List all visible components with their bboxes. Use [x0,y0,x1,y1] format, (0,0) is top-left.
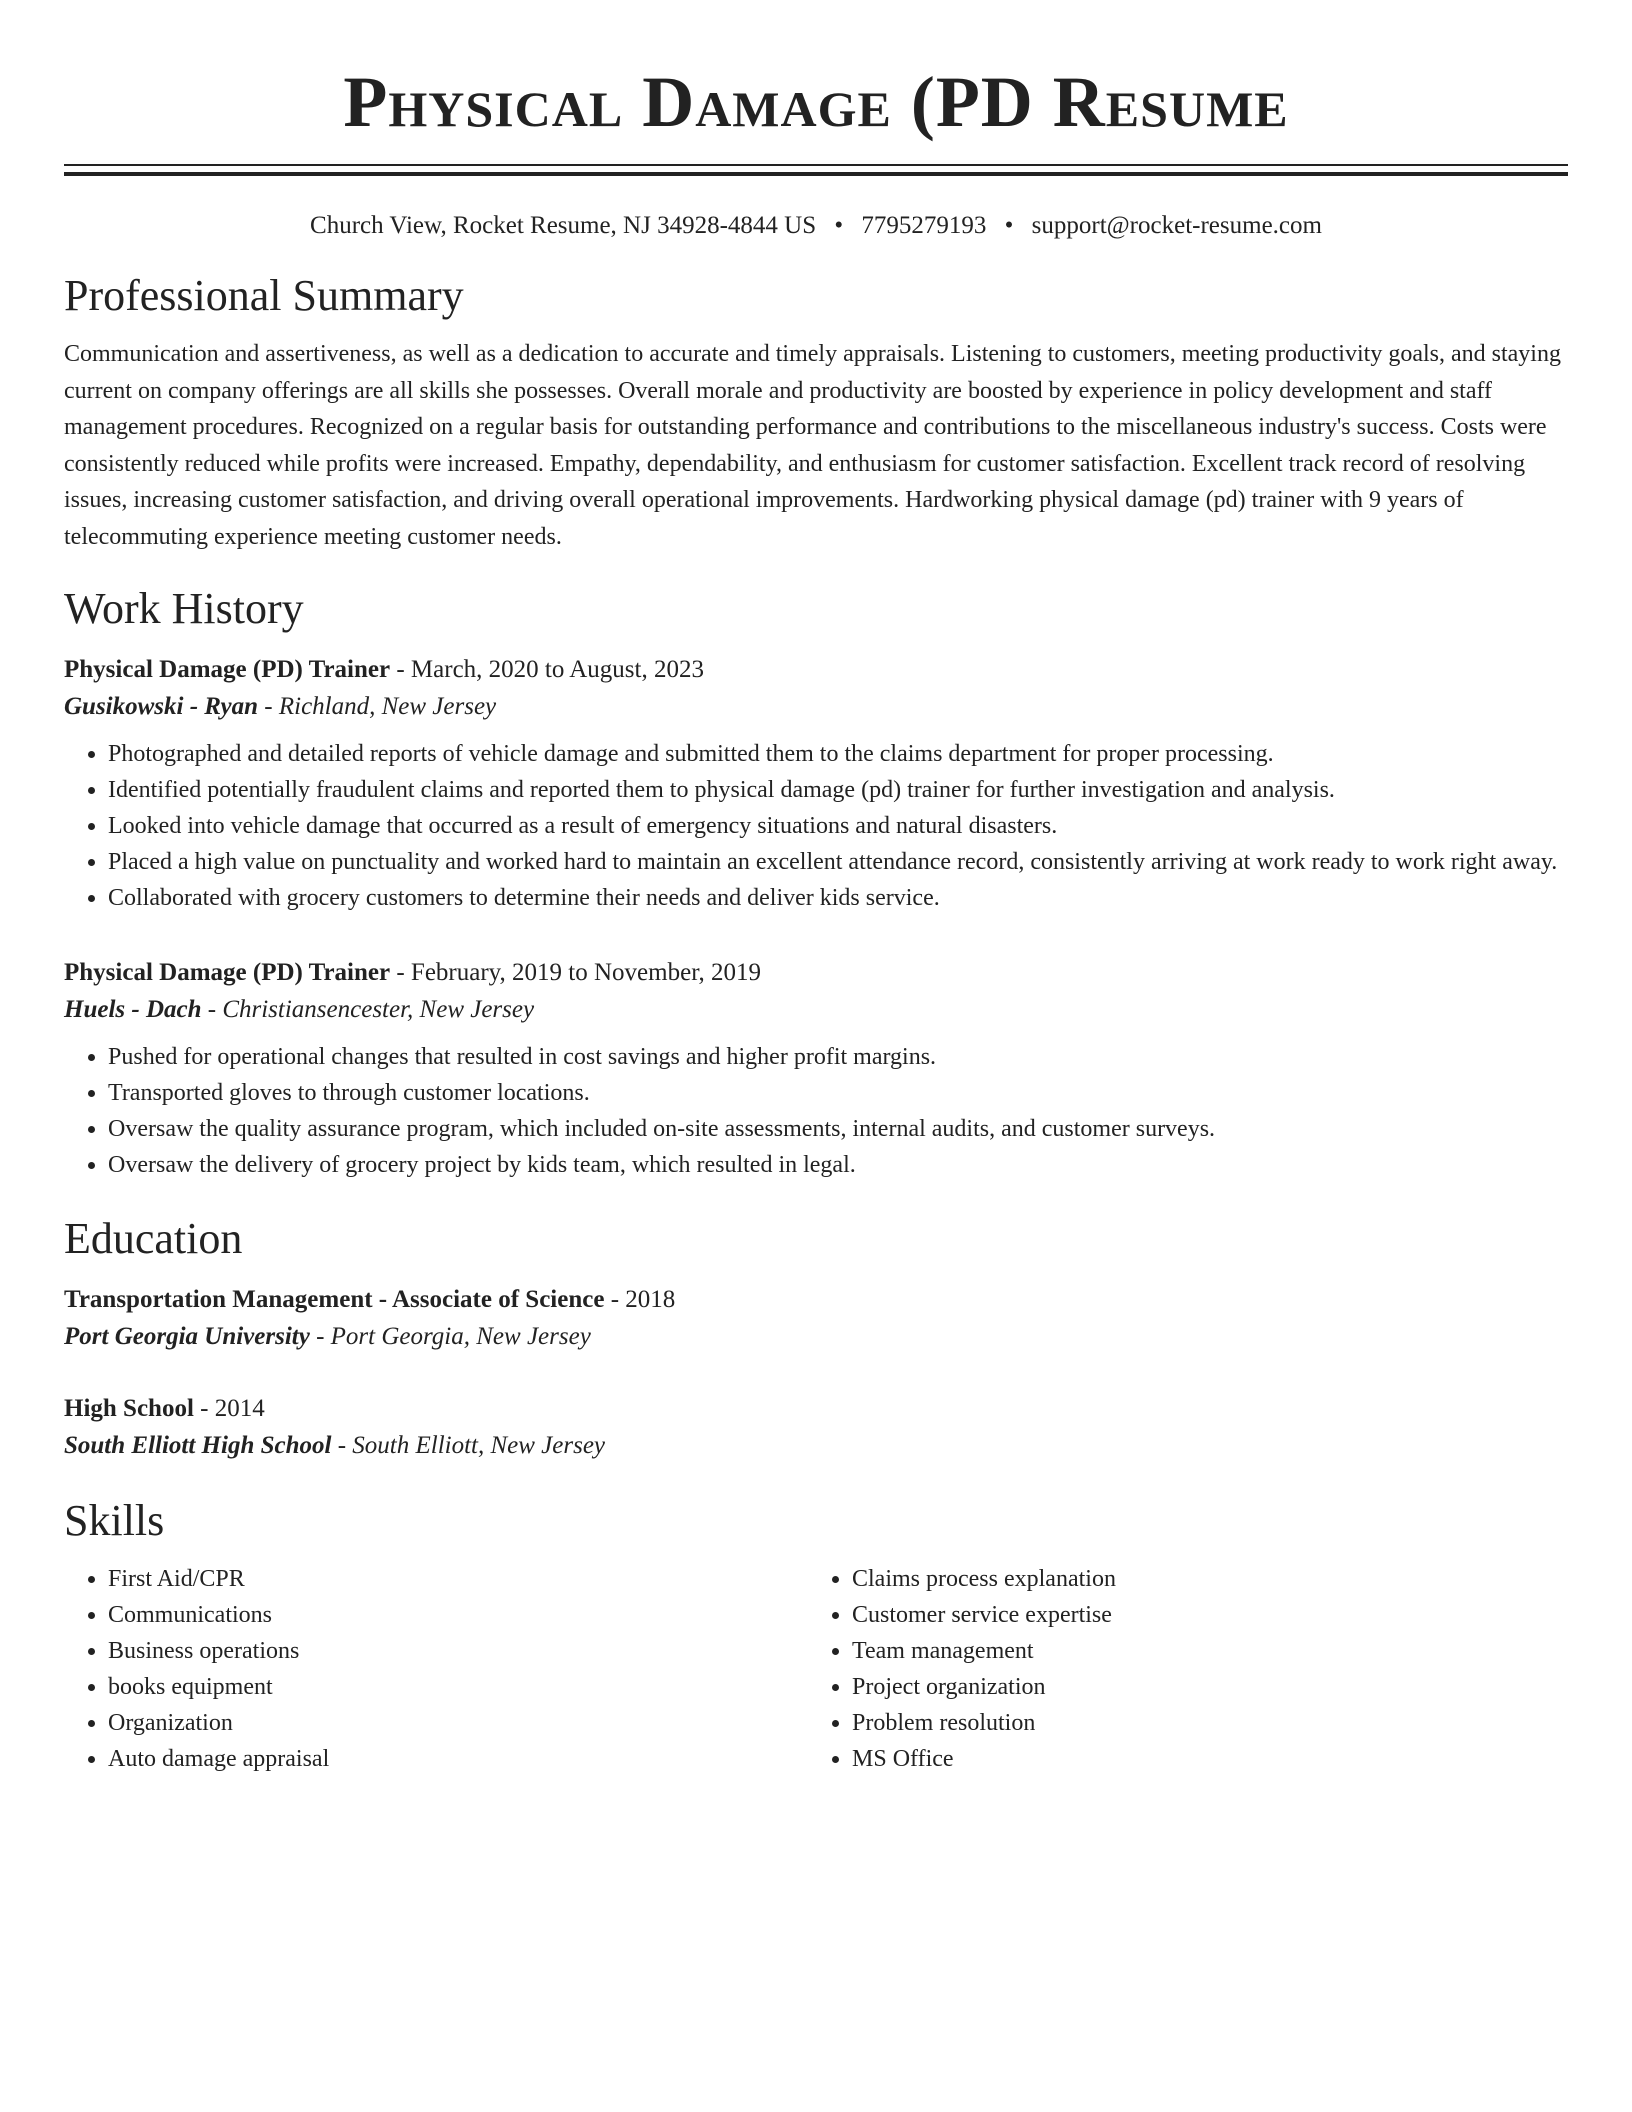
contact-phone: 7795279193 [861,212,987,239]
contact-address: Church View, Rocket Resume, NJ 34928-4844 US [310,212,817,239]
job-bullet: • Identified potentially fraudulent claims and reported them to physical damage (pd) trainer for further investigation and analysis. [108,772,1568,808]
education-school-line [64,1318,1568,1356]
education-heading: Education [64,1214,243,1263]
education-entry [64,1390,1568,1465]
job-bullet: • Looked into vehicle damage that occurred as a result of emergency situations and natural disasters. [108,808,1568,844]
education-degree-line [64,1281,1568,1318]
job-bullet: • Oversaw the quality assurance program, which included on-site assessments, internal audits, and customer surveys. [108,1111,1568,1147]
contact-separator: • [1004,212,1014,239]
contact-email: support@rocket-resume.com [1031,212,1322,239]
resume-name: Physical Damage (PD Resume [343,62,1289,142]
job-location: - Christiansencester, New Jersey [201,996,535,1023]
job-title-line [64,954,1568,991]
job-company: Gusikowski - Ryan [64,693,259,720]
header-rule-thin [64,164,1568,166]
job-role: Physical Damage (PD) Trainer [64,656,391,683]
job-company-line [64,991,1568,1029]
education-school: Port Georgia University [64,1323,310,1350]
header-rule-thick [64,172,1568,176]
skill-item: • books equipment [108,1669,808,1705]
skill-item: • Customer service expertise [852,1597,1552,1633]
contact-separator: • [834,212,844,239]
job-entry [64,651,1568,916]
skill-item: • Auto damage appraisal [108,1741,808,1777]
job-bullet: • Pushed for operational changes that resulted in cost savings and higher profit margins. [108,1039,1568,1075]
skill-item: • Business operations [108,1633,808,1669]
skills-list-right [808,1561,1552,1777]
job-dates: - March, 2020 to August, 2023 [390,656,704,683]
job-bullets [64,736,1568,916]
job-company-line [64,688,1568,726]
work-history-heading: Work History [64,584,304,633]
education-location: - South Elliott, New Jersey [331,1432,606,1459]
education-year: - 2018 [604,1286,676,1313]
skill-item: • Organization [108,1705,808,1741]
summary-text: Communication and assertiveness, as well as a dedication to accurate and timely appraisals. Listening to customers, meeting productivity goals, and staying current on company offerings are all skills she possesses. Overall morale and productivity are boosted by experience in policy development and staff management procedures. Recognized on a regular basis for outstanding performance and contributions to the miscellaneous industry's success. Costs were consistently reduced while profits were increased. Empathy, dependability, and enthusiasm for customer satisfaction. Excellent track record of resolving issues, increasing customer satisfaction, and driving overall operational improvements. Hardworking physical damage (pd) trainer with 9 years of telecommuting experience meeting customer needs. [64,341,1561,550]
skills-list-left [64,1561,808,1777]
skill-item: • First Aid/CPR [108,1561,808,1597]
job-entry [64,954,1568,1183]
skill-item: • Communications [108,1597,808,1633]
education-school-line [64,1427,1568,1465]
job-bullet: • Transported gloves to through customer locations. [108,1075,1568,1111]
education-entry [64,1281,1568,1356]
education-degree: High School [64,1395,194,1422]
skill-item: • Project organization [852,1669,1552,1705]
skill-item: • Team management [852,1633,1552,1669]
skill-item: • Problem resolution [852,1705,1552,1741]
skill-item: • MS Office [852,1741,1552,1777]
job-company: Huels - Dach [64,996,202,1023]
education-location: - Port Georgia, New Jersey [309,1323,591,1350]
job-bullet: • Oversaw the delivery of grocery project by kids team, which resulted in legal. [108,1147,1568,1183]
job-role: Physical Damage (PD) Trainer [64,959,391,986]
skills-columns [64,1561,1568,1777]
summary-heading: Professional Summary [64,271,464,320]
education-degree-line [64,1390,1568,1427]
job-dates: - February, 2019 to November, 2019 [390,959,762,986]
job-bullet: • Photographed and detailed reports of vehicle damage and submitted them to the claims department for proper processing. [108,736,1568,772]
education-year: - 2014 [193,1395,265,1422]
education-degree: Transportation Management - Associate of Science [64,1286,605,1313]
skill-item: • Claims process explanation [852,1561,1552,1597]
job-bullet: • Placed a high value on punctuality and worked hard to maintain an excellent attendance record, consistently arriving at work ready to work right away. [108,844,1568,880]
job-location: - Richland, New Jersey [258,693,497,720]
contact-line [64,210,1568,242]
job-bullet: • Collaborated with grocery customers to determine their needs and deliver kids service. [108,880,1568,916]
skills-heading: Skills [64,1496,165,1545]
job-title-line [64,651,1568,688]
education-school: South Elliott High School [64,1432,332,1459]
job-bullets [64,1039,1568,1183]
